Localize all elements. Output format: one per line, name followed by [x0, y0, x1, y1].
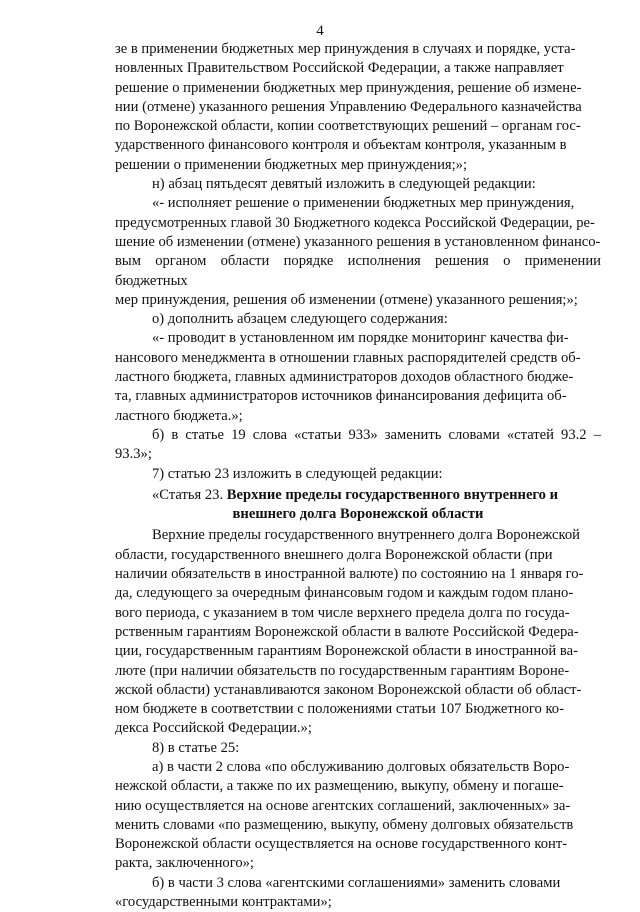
paragraph: зе в применении бюджетных мер принуждения в случаях и порядке, уста- новленных Правительством Российской Федерации, а также направляет решение о применении бюджетных мер принуждения, решение об измене- нии (отмене) указанного решения Управлению Федерального казначейства по Воронежской области, копии соответствующих решений – органам гос- ударственного финансового контроля и объектам контроля, указанным в решении о применении бюджетных мер принуждения;»; — [115, 41, 582, 173]
paragraph: «- исполняет решение о применении бюджетных мер принуждения, предусмотренных главой 30 Бюджетного кодекса Российской Федерации, ре- шение об изменении (отмене) указанного решения в установленном финансо- вым органом области порядке исполнения решения о применении бюджетных мер принуждения, решения об изменении (отмене) указанного решения;»; — [115, 195, 601, 308]
paragraph: б) в части 3 слова «агентскими соглашениями» заменить словами «государственными контрактами»; — [115, 874, 561, 911]
article-title-line2: внешнего долга Воронежской области — [232, 506, 484, 523]
paragraph: а) в части 2 слова «по обслуживанию долговых обязательств Воро- нежской области, а также по их размещению, выкупу, обмену и погаше- нию осуществляется на основе агентских соглашений, заключенных» за- менить словами «по размещению, выкупу, обмену долговых обязательств Воронежской области осуществляется на основе государственного конт- ракта, заключенного»; — [115, 758, 574, 872]
paragraph: «- проводит в установленном им порядке мониторинг качества фи- нансового менеджмента в отношении главных распорядителей средств об- ластного бюджета, главных администраторов доходов областного бюдже- та, главных администраторов источников финансирования дефицита об- ластного бюджета.»; — [115, 330, 581, 424]
paragraph: 7) статью 23 изложить в следующей редакции: — [152, 465, 443, 482]
paragraph: б) в статье 19 слова «статьи 933» заменить словами «статей 93.2 – 93.3»; — [115, 426, 601, 463]
paragraph: н) абзац пятьдесят девятый изложить в следующей редакции: — [152, 176, 536, 193]
document-body — [115, 40, 601, 912]
paragraph: 8) в статье 25: — [152, 739, 240, 756]
paragraph: Верхние пределы государственного внутреннего долга Воронежской области, государственного внешнего долга Воронежской области (при наличии обязательств в иностранной валюте) по состоянию на 1 января го- да, следующего за очередным финансовым годом и каждым годом плано- вого периода, с указанием в том числе верхнего предела долга по госуда- рственным гарантиям Воронежской области в валюте Российской Федера- ции, государственным гарантиям Воронежской области в иностранной ва- люте (при наличии обязательств по государственным гарантиям Вороне- жской области) устанавливаются законом Воронежской области об област- ном бюджете в соответствии с положениями статьи 107 Бюджетного ко- декса Российской Федерации.»; — [115, 527, 584, 737]
page-number: 4 — [316, 23, 324, 39]
article-title: «Статья 23. Верхние пределы государственного внутреннего и — [152, 486, 559, 503]
paragraph: о) дополнить абзацем следующего содержания: — [152, 311, 448, 328]
